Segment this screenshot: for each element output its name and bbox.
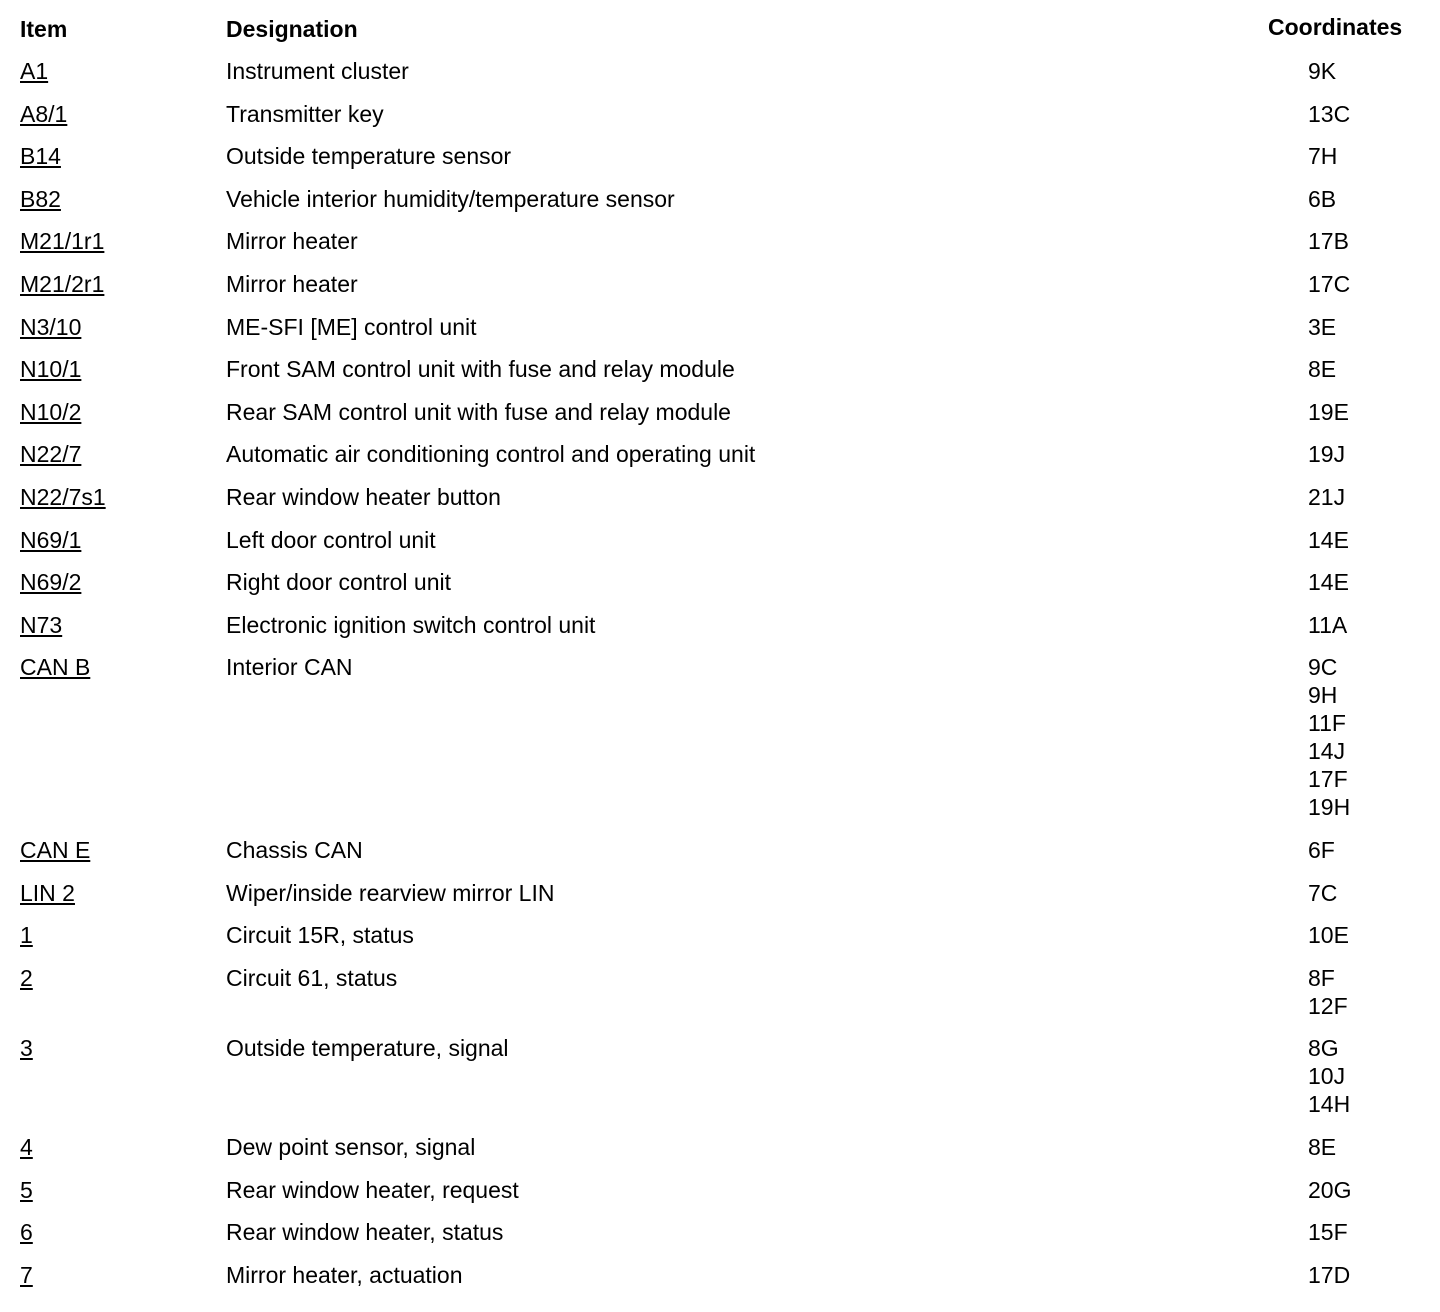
designation-text: Mirror heater: [226, 271, 358, 297]
designation-text: Interior CAN: [226, 654, 353, 681]
coordinate-value: 11A: [1308, 611, 1348, 638]
coordinates-cell: [1308, 836, 1335, 864]
coordinate-value: 19E: [1308, 398, 1349, 425]
header-designation: Designation: [226, 16, 358, 42]
coordinates-cell: [1308, 1034, 1350, 1118]
coordinates-cell: [1308, 964, 1348, 1020]
coordinate-value: 14J: [1308, 738, 1346, 765]
coordinates-cell: [1308, 1218, 1348, 1246]
designation-text: Outside temperature, signal: [226, 1035, 509, 1062]
designation-text: Left door control unit: [226, 526, 436, 553]
coordinates-cell: [1308, 611, 1347, 639]
coordinate-value: 20G: [1308, 1176, 1352, 1203]
coordinate-value: 14E: [1308, 569, 1349, 596]
designation-text: Wiper/inside rearview mirror LIN: [226, 879, 555, 906]
coordinate-value: 6F: [1308, 837, 1335, 863]
designation-text: Front SAM control unit with fuse and relay module: [226, 356, 735, 383]
designation-text: Automatic air conditioning control and operating unit: [226, 441, 756, 468]
coordinates-cell: [1308, 526, 1349, 554]
item-link[interactable]: N22/7: [20, 441, 82, 468]
designation-text: Mirror heater, actuation: [226, 1261, 463, 1288]
designation-text: Circuit 15R, status: [226, 922, 414, 949]
coordinate-value: 17F: [1308, 766, 1348, 793]
item-link[interactable]: N69/2: [20, 569, 82, 596]
coordinate-value: 8F: [1308, 964, 1335, 991]
coordinates-cell: [1308, 355, 1336, 383]
coordinate-value: 17C: [1308, 271, 1351, 297]
item-link[interactable]: N69/1: [20, 526, 82, 553]
coordinate-value: 19J: [1308, 441, 1346, 468]
designation-text: Chassis CAN: [226, 837, 363, 863]
coordinate-value: 8E: [1308, 1134, 1337, 1160]
item-link[interactable]: N3/10: [20, 313, 82, 340]
coordinate-value: 19H: [1308, 794, 1351, 821]
designation-text: Circuit 61, status: [226, 964, 398, 991]
coordinate-value: 14H: [1308, 1091, 1351, 1118]
item-link[interactable]: CAN E: [20, 837, 91, 863]
coordinates-cell: [1308, 1133, 1336, 1161]
item-link[interactable]: N10/1: [20, 356, 82, 383]
coordinate-value: 12F: [1308, 992, 1348, 1019]
coordinate-value: 15F: [1308, 1219, 1348, 1246]
coordinate-value: 17D: [1308, 1261, 1351, 1288]
item-link[interactable]: 5: [20, 1176, 33, 1203]
item-link[interactable]: 7: [20, 1261, 33, 1288]
coordinates-cell: [1308, 440, 1345, 468]
coordinates-cell: [1308, 142, 1337, 170]
item-link[interactable]: N73: [20, 611, 63, 638]
designation-text: Mirror heater: [226, 228, 358, 255]
item-link[interactable]: 2: [20, 964, 33, 991]
coordinate-value: 21J: [1308, 484, 1346, 510]
coordinate-value: 9K: [1308, 58, 1337, 84]
item-link[interactable]: LIN 2: [20, 879, 75, 906]
designation-text: Right door control unit: [226, 569, 452, 596]
coordinates-cell: [1308, 921, 1349, 949]
coordinates-cell: [1308, 57, 1336, 85]
coordinate-value: 7H: [1308, 143, 1338, 170]
coordinate-value: 10E: [1308, 922, 1349, 949]
coordinates-cell: [1308, 100, 1350, 128]
coordinates-cell: [1308, 313, 1336, 341]
item-link[interactable]: A8/1: [20, 100, 68, 127]
designation-text: Outside temperature sensor: [226, 143, 512, 170]
item-link[interactable]: M21/2r1: [20, 271, 105, 297]
coordinate-value: 8G: [1308, 1035, 1339, 1062]
header-coordinates: Coordinates: [1268, 14, 1403, 40]
coordinates-cell: [1308, 568, 1349, 596]
designation-text: Electronic ignition switch control unit: [226, 611, 596, 638]
item-link[interactable]: 1: [20, 922, 33, 949]
coordinate-value: 8E: [1308, 356, 1337, 383]
item-link[interactable]: A1: [20, 58, 49, 84]
item-link[interactable]: B82: [20, 185, 61, 212]
coordinate-value: 10J: [1308, 1063, 1346, 1090]
coordinate-value: 14E: [1308, 526, 1349, 553]
coordinate-value: 3E: [1308, 313, 1337, 340]
coordinate-value: 17B: [1308, 228, 1349, 255]
coordinates-cell: [1308, 270, 1350, 298]
coordinates-cell: [1308, 398, 1349, 426]
item-link[interactable]: N22/7s1: [20, 484, 106, 510]
designation-text: ME-SFI [ME] control unit: [226, 313, 477, 340]
item-link[interactable]: 3: [20, 1035, 33, 1062]
coordinate-value: 7C: [1308, 879, 1338, 906]
coordinates-cell: [1308, 185, 1336, 213]
item-link[interactable]: 6: [20, 1219, 33, 1246]
coordinate-value: 9C: [1308, 654, 1338, 681]
designation-text: Transmitter key: [226, 100, 384, 127]
coordinate-value: 13C: [1308, 100, 1351, 127]
coordinate-value: 6B: [1308, 185, 1337, 212]
designation-text: Dew point sensor, signal: [226, 1134, 476, 1160]
coordinates-cell: [1308, 1176, 1351, 1204]
designation-text: Rear SAM control unit with fuse and relay module: [226, 398, 731, 425]
item-link[interactable]: M21/1r1: [20, 228, 105, 255]
designation-text: Instrument cluster: [226, 58, 409, 84]
table-header: [0, 14, 1440, 44]
designation-text: Rear window heater, request: [226, 1176, 519, 1203]
item-link[interactable]: B14: [20, 143, 61, 170]
header-item: Item: [20, 16, 68, 42]
coordinate-value: 9H: [1308, 682, 1338, 709]
coordinates-cell: [1308, 879, 1337, 907]
item-link[interactable]: N10/2: [20, 398, 82, 425]
coordinate-value: 11F: [1308, 710, 1346, 737]
coordinates-cell: [1308, 483, 1345, 511]
designation-text: Rear window heater button: [226, 484, 501, 510]
designation-text: Vehicle interior humidity/temperature sensor: [226, 185, 675, 212]
coordinates-cell: [1308, 1261, 1350, 1289]
item-link[interactable]: 4: [20, 1134, 33, 1160]
coordinates-cell: [1308, 227, 1349, 255]
coordinates-cell: [1308, 653, 1350, 821]
designation-text: Rear window heater, status: [226, 1219, 504, 1246]
item-link[interactable]: CAN B: [20, 654, 91, 681]
